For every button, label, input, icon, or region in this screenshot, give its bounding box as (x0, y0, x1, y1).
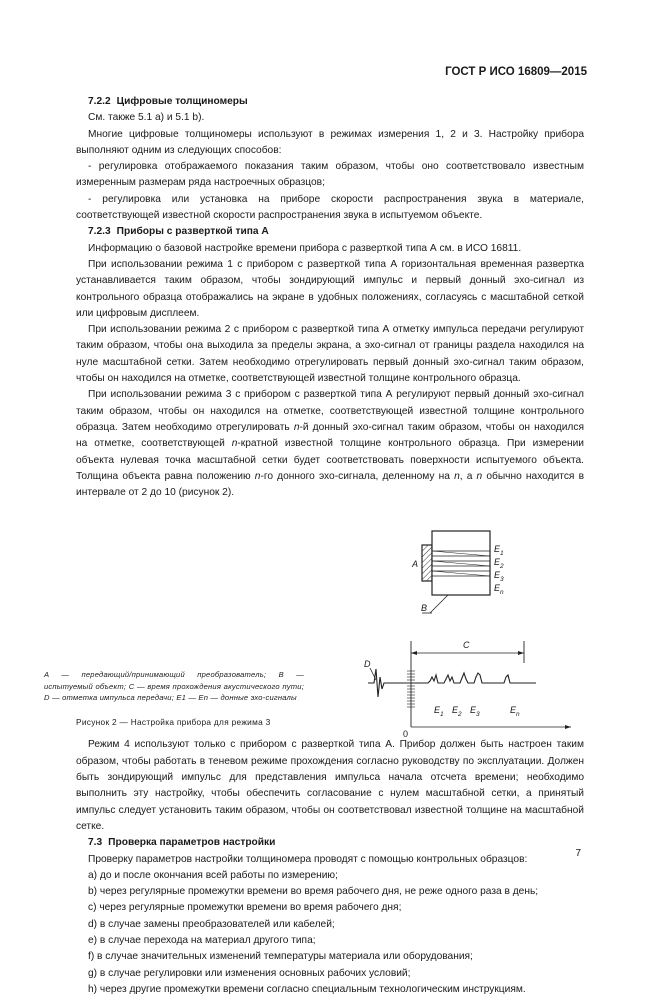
page-content (44, 94, 584, 998)
svg-text:E2 (494, 557, 504, 570)
text-run: , а (459, 470, 477, 482)
scan-E1-subscript: 1 (440, 711, 444, 719)
variable-n: n (476, 470, 483, 482)
variable-n: n (454, 470, 460, 482)
variable-n: n (293, 421, 300, 433)
paragraph: При использовании режима 1 с прибором с разверткой типа А горизонтальная временная развертка устанавливается таким образом, чтобы зондирующий импульс и первый донный эхо-сигнал из контрольного образца отображались на экране в удобных положениях, согласуясь с масштабной сеткой или цифровым дисплеем. (76, 258, 584, 319)
figure-legend: A — передающий/принимающий преобразователь; B — испытуемый объект; C — время прохождения акустического пути; D — отметка импульса передачи; E1 — En — донные эхо-сигналы (44, 670, 304, 703)
list-item: f) в случае значительных изменений температуры материала или оборудования; (88, 951, 473, 963)
section-7-2-2-heading (76, 94, 584, 110)
echo-E3-subscript: 3 (500, 576, 504, 584)
svg-text:E1 (434, 705, 444, 718)
scan-E3-subscript: 3 (476, 711, 480, 719)
svg-text:En (494, 583, 504, 596)
echo-E2-subscript: 2 (500, 563, 504, 571)
svg-text:E3 (494, 570, 504, 583)
scan-E3-letter: E (470, 705, 477, 716)
list-item: b) через регулярные промежутки времени во время рабочего дня, не реже одного раза в день; (88, 886, 539, 898)
text-run: обычно находится в интервале от 2 до 10 (рисунок 2). (76, 470, 584, 499)
section-7-2-3-heading (76, 224, 584, 240)
x-axis-arrow (411, 725, 571, 729)
leader-line-B (430, 595, 448, 613)
section-number: 7.2.2 (88, 96, 111, 107)
section-number: 7.2.3 (88, 226, 111, 238)
scan-E2-letter: E (452, 705, 459, 716)
dimension-C (411, 651, 524, 655)
label-zero: 0 (403, 729, 409, 738)
scan-E1-letter: E (434, 705, 441, 716)
svg-text:E1 (494, 544, 504, 557)
paragraph: Многие цифровые толщиномеры используют в режимах измерения 1, 2 и 3. Настройку прибора выполняют одним из следующих способов: (76, 128, 584, 156)
echo-En-subscript: n (500, 589, 504, 597)
scan-En-subscript: n (516, 711, 520, 719)
svg-text:E2 (452, 705, 462, 718)
list-item: h) через другие промежутки времени согласно специальным технологическим инструкциям. (88, 983, 526, 995)
transducer-probe (422, 545, 432, 581)
section-title: Цифровые толщиномеры (116, 96, 248, 107)
page-header: ГОСТ Р ИСО 16809—2015 (445, 66, 587, 78)
paragraph: При использовании режима 2 с прибором с разверткой типа А отметку импульса передачи регулируют таким образом, чтобы она выходила за пределы экрана, а эхо-сигнал от границы раздела находился на нуле масштабной сетки. Затем необходимо отрегулировать первый донный эхо-сигнал таким образом, чтобы он находился на отметке, соответствующей известной толщине контрольного образца. (76, 324, 584, 385)
scan-En-letter: E (510, 705, 517, 716)
label-D: D (364, 659, 371, 670)
echo-labels-right (494, 544, 504, 596)
variable-n: n (254, 470, 261, 482)
label-B: B (421, 603, 428, 614)
list-item: g) в случае регулировки или изменения основных рабочих условий; (88, 967, 411, 979)
text-run: -й донный эхо-сигнал таким образом, чтобы он находился на отметке, соответствующей (76, 421, 584, 450)
text-run: -кратной известной толщине контрольного образца. При измерении объекта нулевая точка масштабной сетки будет соответствовать поверхности испытуемого объекта. Толщина объекта равна положению (76, 438, 584, 482)
list-item: c) через регулярные промежутки времени во время рабочего дня; (88, 902, 402, 914)
echo-E1-subscript: 1 (500, 550, 504, 558)
paragraph: См. также 5.1 а) и 5.1 b). (88, 112, 205, 124)
scan-E2-subscript: 2 (458, 711, 462, 719)
list-item: а) до и после окончания всей работы по измерению; (88, 869, 338, 881)
text-run: -го донного эхо-сигнала, деленному на (260, 470, 455, 482)
text-run: При использовании режима 3 с прибором с разверткой типа А регулируют первый донный эхо-сигнал таким образом, чтобы он находился на отметке, соответствующей известной толщине контрольного образца. Затем необходимо отрегулировать (76, 389, 584, 433)
echo-E2-letter: E (494, 557, 501, 568)
paragraph: Режим 4 используют только с прибором с разверткой типа А. Прибор должен быть настроен таким образом, чтобы работать в теневом режиме прохождения согласно руководству по эксплуатации. Должен быть зондирующий импульс для представления импульса начала отсчета времени; необходимо выполнить эту настройку, чтобы обеспечить согласование с нулем масштабной сетки, а принятый импульс следует установить таким образом, чтобы он соответствовал известной толщине на масштабной сетке. (76, 739, 584, 832)
svg-text:E3 (470, 705, 480, 718)
section-number: 7.3 (88, 837, 103, 849)
bullet-item: - регулировка отображаемого показания таким образом, чтобы оно соответствовало известным измеренным размерам ряда настроечных образцов; (76, 161, 584, 189)
variable-n: n (231, 438, 238, 450)
section-title: Приборы с разверткой типа А (116, 226, 269, 238)
page-number: 7 (575, 848, 581, 859)
bullet-item: - регулировка или установка на приборе скорости распространения звука в материале, соответствующей известной скорости распространения звука в испытуемом объекте. (76, 193, 584, 222)
section-7-3-heading (76, 835, 584, 851)
figure-2 (44, 501, 584, 738)
list-item: d) в случае замены преобразователей или кабелей; (88, 918, 335, 930)
echo-En-letter: E (494, 583, 501, 594)
test-object-block (432, 531, 490, 595)
echo-E1-letter: E (494, 544, 501, 555)
echo-labels-bottom (434, 705, 520, 718)
paragraph: Информацию о базовой настройке времени прибора с разверткой типа А см. в ИСО 16811. (88, 242, 522, 254)
echo-E3-letter: E (494, 570, 501, 581)
figure-caption: Рисунок 2 — Настройка прибора для режима 3 (76, 717, 271, 728)
label-A-top: A (412, 559, 419, 570)
section-title: Проверка параметров настройки (108, 837, 276, 849)
paragraph: Проверку параметров настройки толщиномера проводят с помощью контрольных образцов: (88, 853, 528, 865)
svg-text:En (510, 705, 520, 718)
a-scan-trace (368, 669, 536, 697)
label-C: C (463, 640, 470, 651)
check-list (76, 868, 584, 998)
list-item: e) в случае перехода на материал другого типа; (88, 934, 316, 946)
paragraph (76, 387, 584, 501)
